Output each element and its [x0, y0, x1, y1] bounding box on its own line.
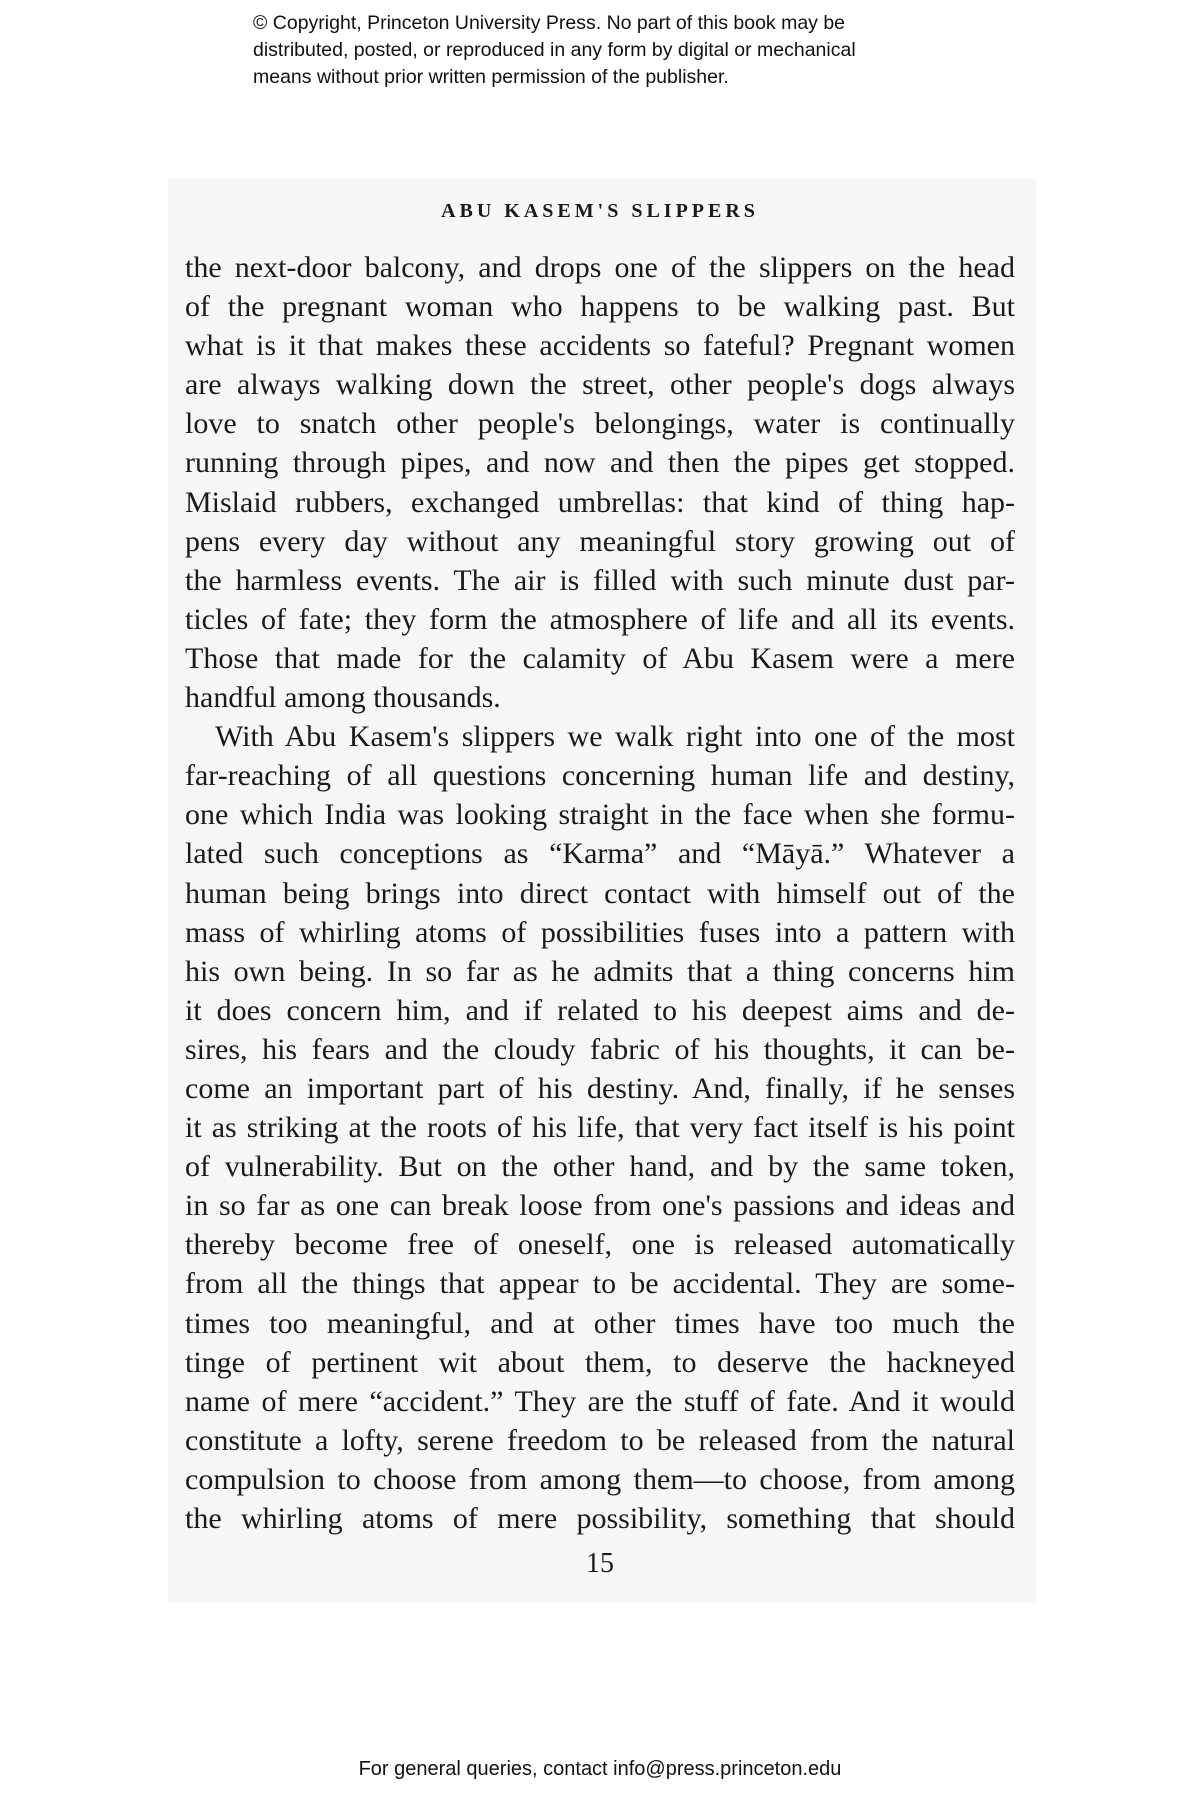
- page-number: 15: [586, 1548, 614, 1579]
- text-line: one which India was looking straight in the face when she formu-: [185, 798, 1015, 832]
- body-text: [185, 248, 1015, 1538]
- text-line: human being brings into direct contact with himself out of the: [185, 876, 1015, 910]
- footer-contact: For general queries, contact info@press.princeton.edu: [358, 1758, 842, 1780]
- text-line: in so far as one can break loose from one's passions and ideas and: [185, 1189, 1015, 1223]
- text-line: lated such conceptions as “Karma” and “Māyā.” Whatever a: [185, 837, 1015, 871]
- text-line: times too meaningful, and at other times have too much the: [185, 1306, 1015, 1340]
- running-head: ABU KASEM'S SLIPPERS: [441, 200, 759, 222]
- copyright-line: distributed, posted, or reproduced in any form by digital or mechanical: [253, 39, 856, 61]
- text-line: of vulnerability. But on the other hand, and by the same token,: [185, 1150, 1015, 1184]
- text-line: running through pipes, and now and then the pipes get stopped.: [185, 446, 1015, 480]
- text-line: the whirling atoms of mere possibility, something that should: [185, 1502, 1015, 1535]
- text-line: what is it that makes these accidents so fateful? Pregnant women: [185, 329, 1015, 363]
- text-line: it as striking at the roots of his life, that very fact itself is his point: [185, 1111, 1015, 1145]
- text-line: Mislaid rubbers, exchanged umbrellas: that kind of thing hap-: [185, 485, 1015, 519]
- text-line: name of mere “accident.” They are the stuff of fate. And it would: [185, 1384, 1015, 1418]
- text-line: the next-door balcony, and drops one of the slippers on the head: [185, 251, 1015, 284]
- text-line: With Abu Kasem's slippers we walk right into one of the most: [215, 720, 1015, 754]
- text-line: ticles of fate; they form the atmosphere of life and all its events.: [185, 602, 1015, 636]
- text-line: thereby become free of oneself, one is released automatically: [185, 1228, 1015, 1262]
- text-line: the harmless events. The air is filled with such minute dust par-: [185, 563, 1015, 597]
- text-line: it does concern him, and if related to his deepest aims and de-: [185, 993, 1015, 1027]
- text-line: tinge of pertinent wit about them, to deserve the hackneyed: [185, 1345, 1015, 1379]
- text-line: come an important part of his destiny. And, finally, if he senses: [185, 1071, 1015, 1105]
- text-line: pens every day without any meaningful story growing out of: [185, 524, 1015, 558]
- text-line: are always walking down the street, other people's dogs always: [185, 368, 1015, 402]
- copyright-notice: [253, 10, 1053, 91]
- text-line: handful among thousands.: [185, 681, 501, 715]
- text-line: far-reaching of all questions concerning human life and destiny,: [185, 759, 1015, 793]
- text-line: constitute a lofty, serene freedom to be released from the natural: [185, 1423, 1015, 1457]
- copyright-line: © Copyright, Princeton University Press. No part of this book may be: [253, 12, 846, 34]
- text-line: love to snatch other people's belongings, water is continually: [185, 407, 1015, 441]
- text-line: mass of whirling atoms of possibilities fuses into a pattern with: [185, 915, 1015, 949]
- text-line: from all the things that appear to be accidental. They are some-: [185, 1267, 1015, 1301]
- copyright-line: means without prior written permission of the publisher.: [253, 66, 729, 88]
- text-line: compulsion to choose from among them—to choose, from among: [185, 1462, 1015, 1496]
- text-line: his own being. In so far as he admits that a thing concerns him: [185, 954, 1015, 988]
- text-line: sires, his fears and the cloudy fabric of his thoughts, it can be-: [185, 1032, 1015, 1066]
- text-line: Those that made for the calamity of Abu Kasem were a mere: [185, 641, 1015, 675]
- text-line: of the pregnant woman who happens to be walking past. But: [185, 290, 1015, 324]
